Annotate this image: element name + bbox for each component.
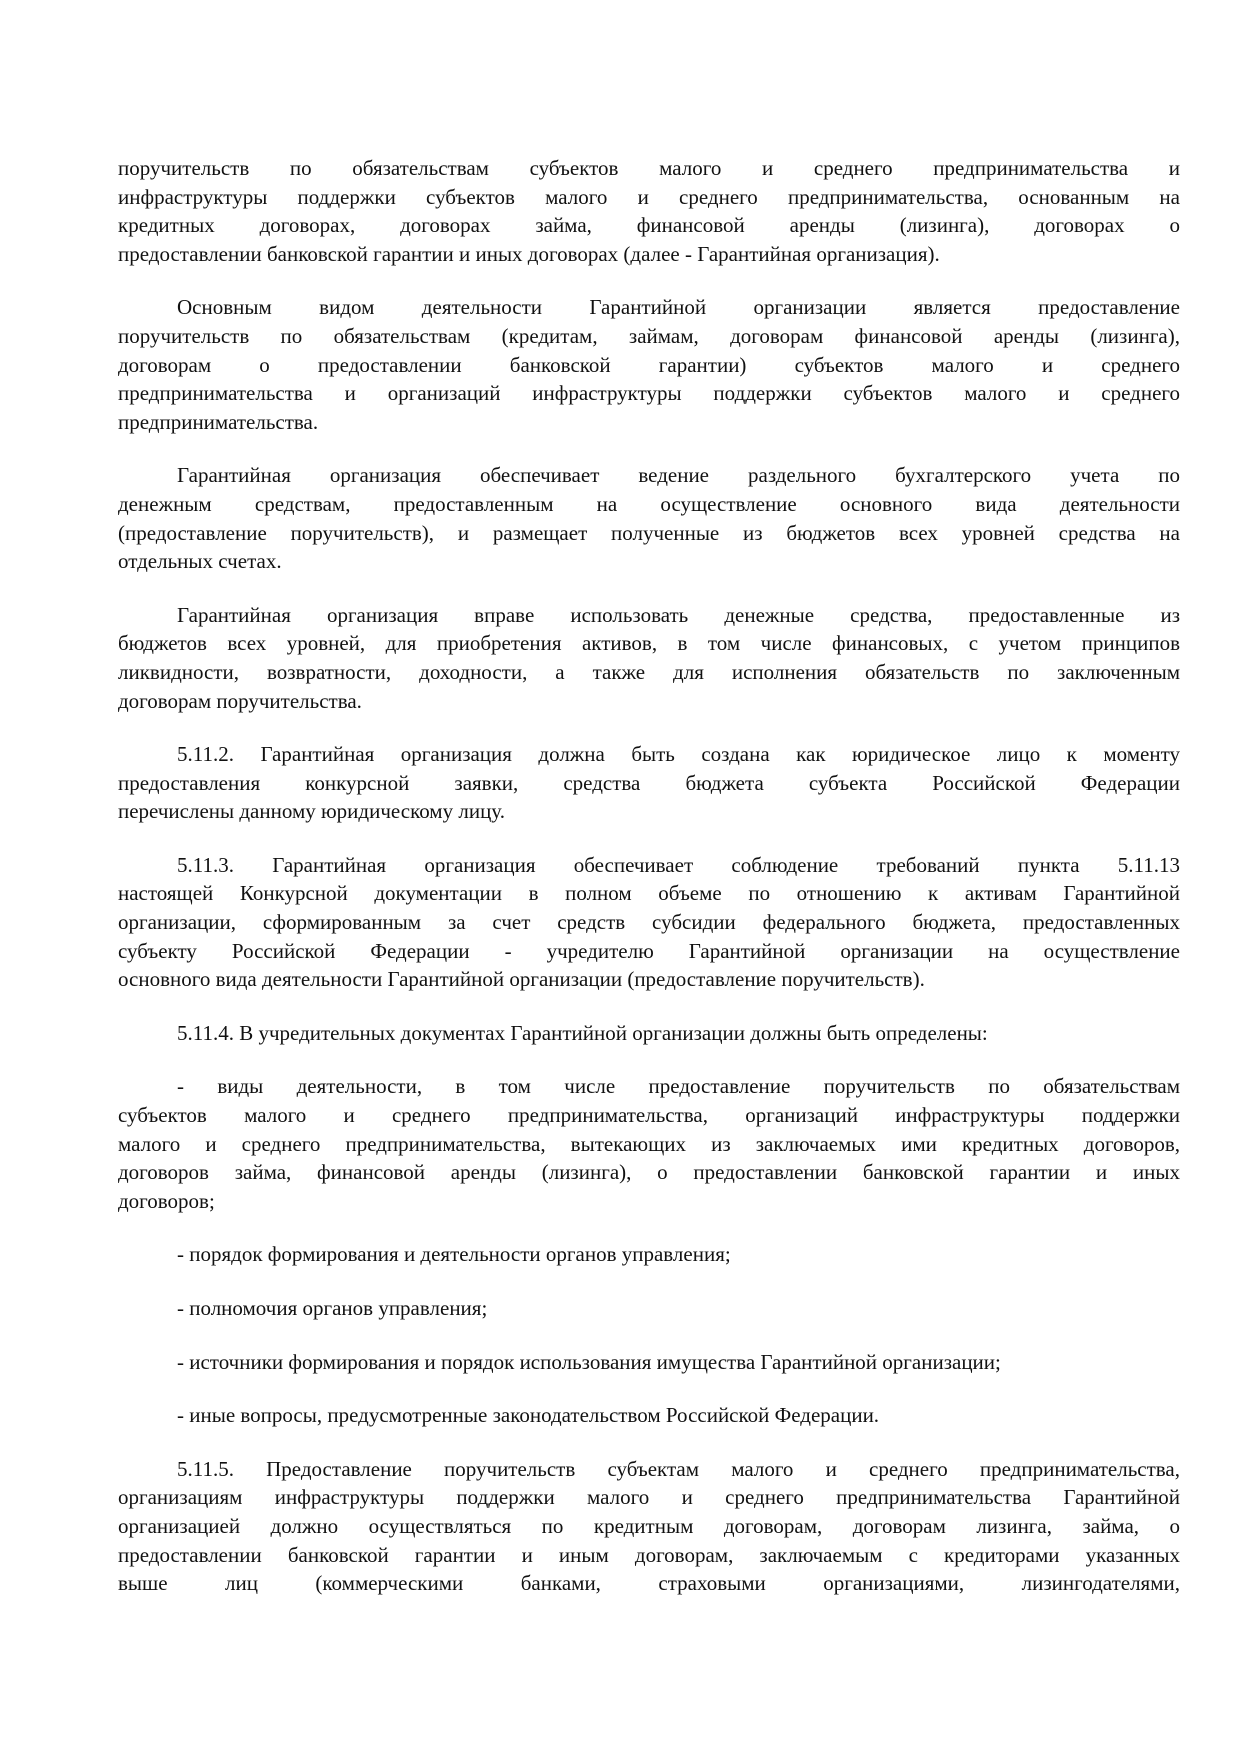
text-line: предоставлении банковской гарантии и иным договорам, заключаемым с кредиторами указанных: [118, 1542, 1180, 1567]
text-line: 5.11.5. Предоставление поручительств субъектам малого и среднего предпринимательства,: [177, 1456, 1180, 1481]
text-line: Гарантийная организация обеспечивает ведение раздельного бухгалтерского учета по: [177, 463, 1180, 488]
paragraph: [118, 851, 1180, 994]
text-line: 5.11.3. Гарантийная организация обеспечивает соблюдение требований пункта 5.11.13: [177, 852, 1180, 877]
text-line: (предоставление поручительств), и размещает полученные из бюджетов всех уровней средства на: [118, 520, 1180, 545]
paragraph: [118, 601, 1180, 715]
text-line: предоставлении банковской гарантии и иных договорах (далее - Гарантийная организация).: [118, 241, 940, 266]
paragraph: [118, 1019, 1180, 1048]
text-line: - полномочия органов управления;: [177, 1296, 488, 1320]
text-line: организациям инфраструктуры поддержки малого и среднего предпринимательства Гарантийной: [118, 1485, 1180, 1510]
text-line: предпринимательства.: [118, 409, 319, 434]
text-line: малого и среднего предпринимательства, вытекающих из заключаемых ими кредитных договоров,: [118, 1131, 1180, 1156]
text-line: договорам поручительства.: [118, 688, 362, 713]
text-line: настоящей Конкурсной документации в полном объеме по отношению к активам Гарантийной: [118, 881, 1180, 906]
paragraph: [118, 1240, 1180, 1269]
text-line: Основным видом деятельности Гарантийной организации является предоставление: [177, 295, 1180, 320]
text-line: Гарантийная организация вправе использовать денежные средства, предоставленные из: [177, 602, 1180, 627]
text-line: инфраструктуры поддержки субъектов малого и среднего предпринимательства, основанным на: [118, 184, 1180, 209]
text-line: поручительств по обязательствам (кредитам, займам, договорам финансовой аренды (лизинга),: [118, 323, 1180, 348]
paragraph: [118, 1401, 1180, 1430]
text-line: основного вида деятельности Гарантийной организации (предоставление поручительств).: [118, 967, 925, 992]
text-line: денежным средствам, предоставленным на осуществление основного вида деятельности: [118, 491, 1180, 516]
text-line: договоров;: [118, 1188, 215, 1213]
text-line: поручительств по обязательствам субъектов малого и среднего предпринимательства и: [118, 156, 1180, 180]
text-line: бюджетов всех уровней, для приобретения активов, в том числе финансовых, с учетом принципов: [118, 631, 1180, 656]
text-line: договорам о предоставлении банковской гарантии) субъектов малого и среднего: [118, 352, 1180, 377]
paragraph: [118, 293, 1180, 436]
text-line: предоставления конкурсной заявки, средства бюджета субъекта Российской Федерации: [118, 770, 1180, 795]
text-line: отдельных счетах.: [118, 549, 282, 574]
paragraph: [118, 1072, 1180, 1215]
paragraph: [118, 154, 1180, 268]
text-line: субъекту Российской Федерации - учредителю Гарантийной организации на осуществление: [118, 938, 1180, 963]
text-line: - источники формирования и порядок использования имущества Гарантийной организации;: [177, 1349, 1001, 1374]
text-line: выше лиц (коммерческими банками, страховыми организациями, лизингодателями,: [118, 1571, 1180, 1596]
text-line: - иные вопросы, предусмотренные законодательством Российской Федерации.: [177, 1403, 880, 1428]
text-line: - виды деятельности, в том числе предоставление поручительств по обязательствам: [177, 1074, 1180, 1099]
document-page: [118, 154, 1180, 1623]
text-line: организации, сформированным за счет средств субсидии федерального бюджета, предоставленных: [118, 910, 1180, 935]
text-line: - порядок формирования и деятельности органов управления;: [177, 1242, 731, 1267]
text-line: организацией должно осуществляться по кредитным договорам, договорам лизинга, займа, о: [118, 1513, 1180, 1538]
text-line: перечислены данному юридическому лицу.: [118, 799, 505, 824]
paragraph: [118, 1348, 1180, 1377]
paragraph: [118, 1294, 1180, 1323]
paragraph: [118, 740, 1180, 826]
text-line: ликвидности, возвратности, доходности, а также для исполнения обязательств по заключенным: [118, 659, 1180, 684]
text-line: 5.11.2. Гарантийная организация должна быть создана как юридическое лицо к моменту: [177, 742, 1180, 767]
text-line: предпринимательства и организаций инфраструктуры поддержки субъектов малого и среднего: [118, 381, 1180, 406]
text-line: кредитных договорах, договорах займа, финансовой аренды (лизинга), договорах о: [118, 213, 1180, 238]
paragraph: [118, 461, 1180, 575]
text-line: субъектов малого и среднего предпринимательства, организаций инфраструктуры поддержки: [118, 1103, 1180, 1128]
paragraph: [118, 1455, 1180, 1598]
text-line: договоров займа, финансовой аренды (лизинга), о предоставлении банковской гарантии и иных: [118, 1160, 1180, 1185]
text-line: 5.11.4. В учредительных документах Гарантийной организации должны быть определены:: [177, 1020, 988, 1045]
